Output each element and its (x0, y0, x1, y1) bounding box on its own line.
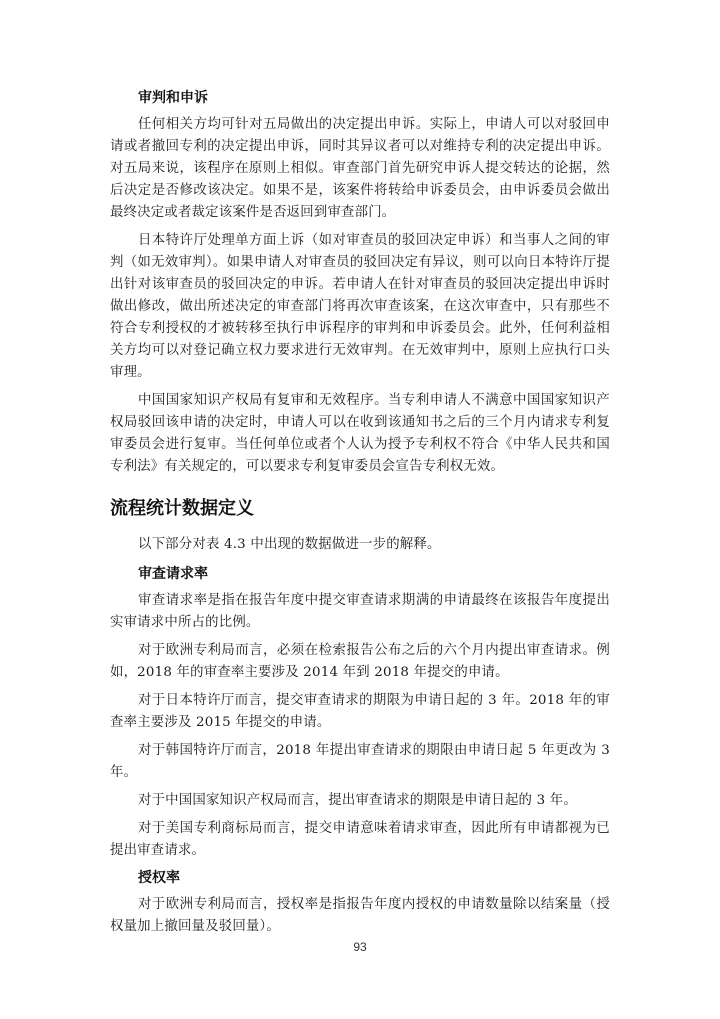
paragraph: 对于中国国家知识产权局而言，提出审查请求的期限是申请日起的 3 年。 (138, 793, 577, 808)
paragraph: 审查请求率是指在报告年度中提交审查请求期满的申请最终在该报告年度提出实审请求中所占的比例。 (110, 593, 610, 630)
paragraph: 中国国家知识产权局有复审和无效程序。当专利申请人不满意中国国家知识产权局驳回该申请的决定时，申请人可以在收到该通知书之后的三个月内请求专利复审委员会进行复审。当任何单位或者个人认为授予专利权不符合《中华人民共和国专利法》有关规定的，可以要求专利复审委员会宣告专利权无效。 (110, 393, 610, 474)
paragraph: 任何相关方均可针对五局做出的决定提出申诉。实际上，申请人可以对驳回申请或者撤回专利的决定提出申诉，同时其异议者可以对维持专利的决定提出申诉。对五局来说，该程序在原则上相似。审查部门首先研究申诉人提交转达的论据，然后决定是否修改该决定。如果不是，该案件将转给申诉委员会，由申诉委员会做出最终决定或者裁定该案件是否返回到审查部门。 (110, 117, 610, 220)
paragraph: 对于日本特许厅而言，提交审查请求的期限为申请日起的 3 年。2018 年的审查率主要涉及 2015 年提交的申请。 (110, 693, 610, 730)
paragraph: 对于欧洲专利局而言，授权率是指报告年度内授权的申请数量除以结案量（授权量加上撤回量及驳回量）。 (110, 897, 610, 934)
page-body (110, 88, 610, 944)
section-intro: 以下部分对表 4.3 中出现的数据做进一步的解释。 (138, 537, 441, 552)
subheading-examination-request-rate: 审查请求率 (138, 566, 208, 582)
paragraph: 对于韩国特许厅而言，2018 年提出审查请求的期限由申请日起 5 年更改为 3 年。 (110, 743, 610, 780)
paragraph: 日本特许厅处理单方面上诉（如对审查员的驳回决定申诉）和当事人之间的审判（如无效审判）。如果申请人对审查员的驳回决定有异议，则可以向日本特许厅提出针对该审查员的驳回决定的申诉。若申请人在针对审查员的驳回决定提出申诉时做出修改，做出所述决定的审查部门将再次审查该案，在这次审查中，只有那些不符合专利授权的才被转移至执行申诉程序的审判和申诉委员会。此外，任何利益相关方均可以对登记确立权力要求进行无效审判。在无效审判中，原则上应执行口头审理。 (110, 233, 610, 380)
paragraph: 对于美国专利商标局而言，提交申请意味着请求审查，因此所有申请都视为已提出审查请求。 (110, 821, 610, 858)
section-title: 流程统计数据定义 (110, 498, 254, 519)
paragraph: 对于欧洲专利局而言，必须在检索报告公布之后的六个月内提出审查请求。例如，2018 年的审查率主要涉及 2014 年到 2018 年提交的申请。 (110, 643, 610, 680)
subheading-grant-rate: 授权率 (138, 870, 180, 886)
subheading-trial-appeal: 审判和申诉 (138, 90, 208, 106)
page-number: 93 (353, 940, 367, 954)
